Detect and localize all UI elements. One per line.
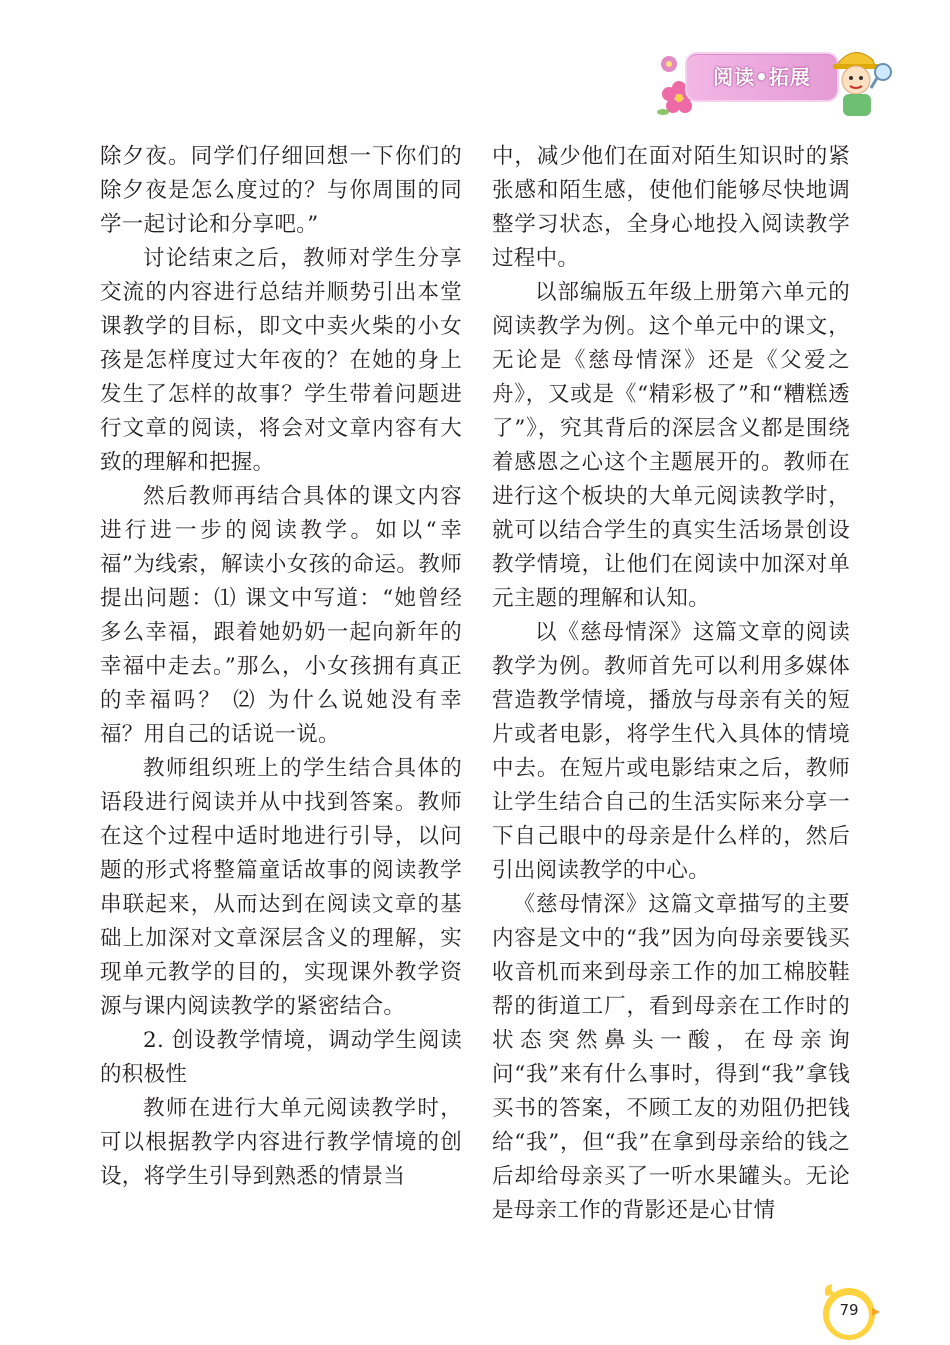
paragraph: 《慈母情深》这篇文章描写的主要内容是文中的“我”因为向母亲要钱买收音机而来到母亲工作的加工棉胶鞋帮的街道工厂，看到母亲在工作时的状态突然鼻头一酸，在母亲询问“我”来有什么事时，得到“我”拿钱买书的答案，不顾工友的劝阻仍把钱给“我”，但“我”在拿到母亲给的钱之后却给母亲买了一听水果罐头。无论是母亲工作的背影还是心甘情 bbox=[492, 892, 850, 1223]
left-column bbox=[100, 140, 462, 1194]
paragraph: 以《慈母情深》这篇文章的阅读教学为例。教师首先可以利用多媒体营造教学情境，播放与母亲有关的短片或者电影，将学生代入具体的情境中去。在短片或电影结束之后，教师让学生结合自己的生活实际来分享一下自己眼中的母亲是什么样的，然后引出阅读教学的中心。 bbox=[492, 620, 850, 883]
right-column bbox=[492, 140, 850, 1228]
paragraph: 讨论结束之后，教师对学生分享交流的内容进行总结并顺势引出本堂课教学的目标，即文中卖火柴的小女孩是怎样度过大年夜的？在她的身上发生了怎样的故事？学生带着问题进行文章的阅读，将会对文章内容有大致的理解和把握。 bbox=[100, 246, 462, 475]
cartoon-boy-icon bbox=[825, 42, 895, 120]
section-heading: 2. 创设教学情境，调动学生阅读的积极性 bbox=[100, 1028, 462, 1087]
page-number: 79 bbox=[839, 1301, 859, 1319]
paragraph: 中，减少他们在面对陌生知识时的紧张感和陌生感，使他们能够尽快地调整学习状态，全身心地投入阅读教学过程中。 bbox=[492, 144, 850, 271]
section-banner bbox=[655, 42, 895, 120]
banner-pill bbox=[685, 52, 839, 102]
paragraph: 除夕夜。同学们仔细回想一下你们的除夕夜是怎么度过的？与你周围的同学一起讨论和分享吧。” bbox=[100, 144, 462, 237]
banner-title: 阅读•拓展 bbox=[713, 65, 811, 89]
page-number-badge bbox=[816, 1278, 882, 1344]
paragraph: 教师在进行大单元阅读教学时，可以根据教学内容进行教学情境的创设，将学生引导到熟悉的情景当 bbox=[100, 1096, 462, 1189]
paragraph: 以部编版五年级上册第六单元的阅读教学为例。这个单元中的课文，无论是《慈母情深》还是《父爱之舟》，又或是《“精彩极了”和“糟糕透了”》，究其背后的深层含义都是围绕着感恩之心这个主题展开的。教师在进行这个板块的大单元阅读教学时，就可以结合学生的真实生活场景创设教学情境，让他们在阅读中加深对单元主题的理解和认知。 bbox=[492, 280, 850, 611]
paragraph: 然后教师再结合具体的课文内容进行进一步的阅读教学。如以“幸福”为线索，解读小女孩的命运。教师提出问题：⑴ 课文中写道：“她曾经多么幸福，跟着她奶奶一起向新年的幸福中走去。”那么，小女孩拥有真正的幸福吗？ ⑵ 为什么说她没有幸福？用自己的话说一说。 bbox=[100, 484, 462, 747]
paragraph: 教师组织班上的学生结合具体的语段进行阅读并从中找到答案。教师在这个过程中适时地进行引导，以问题的形式将整篇童话故事的阅读教学串联起来，从而达到在阅读文章的基础上加深对文章深层含义的理解，实现单元教学的目的，实现课外教学资源与课内阅读教学的紧密结合。 bbox=[100, 756, 462, 1019]
